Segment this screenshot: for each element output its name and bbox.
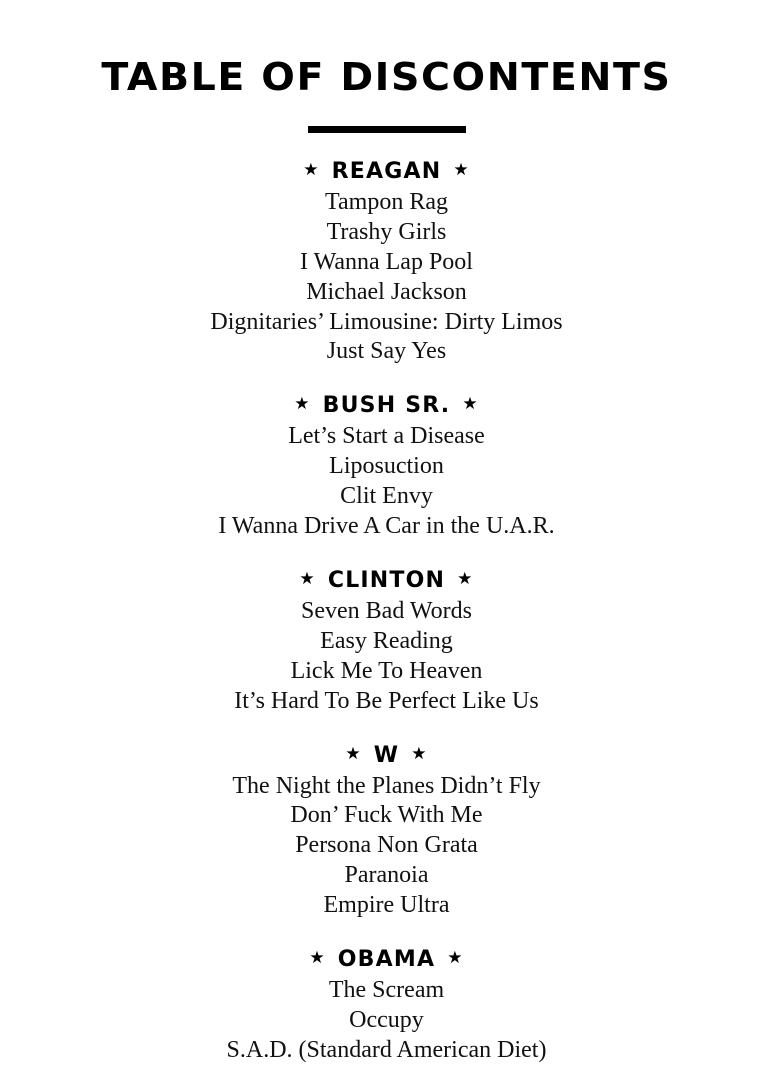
- section-heading: [60, 568, 713, 593]
- contents-section: [60, 743, 713, 922]
- section-heading-label: W: [373, 742, 400, 768]
- section-heading-label: CLINTON: [327, 567, 446, 593]
- star-icon: ★: [294, 394, 311, 415]
- star-icon: ★: [447, 948, 464, 969]
- contents-entry: Trashy Girls: [326, 218, 447, 245]
- section-heading: [60, 159, 713, 184]
- contents-entry: The Scream: [328, 977, 445, 1004]
- contents-entry: I Wanna Lap Pool: [300, 248, 473, 275]
- section-heading-label: REAGAN: [331, 158, 442, 184]
- contents-entry: Don’ Fuck With Me: [290, 802, 483, 829]
- contents-entry: Lick Me To Heaven: [290, 657, 483, 684]
- title-divider: [308, 126, 466, 133]
- contents-section: [60, 393, 713, 542]
- contents-entry: It’s Hard To Be Perfect Like Us: [234, 687, 539, 714]
- star-icon: ★: [303, 159, 320, 180]
- star-icon: ★: [345, 743, 362, 764]
- contents-entry: Paranoia: [344, 862, 429, 889]
- section-heading: [60, 743, 713, 768]
- contents-entry: Dignitaries’ Limousine: Dirty Limos: [210, 308, 563, 335]
- contents-entry: Empire Ultra: [323, 892, 450, 919]
- section-heading: [60, 393, 713, 418]
- contents-list: [60, 159, 713, 1066]
- star-icon: ★: [411, 743, 428, 764]
- contents-entry: Michael Jackson: [306, 278, 467, 305]
- contents-entry: Tampon Rag: [325, 188, 448, 215]
- contents-entry: Persona Non Grata: [295, 832, 478, 859]
- contents-entry: Just Say Yes: [326, 338, 447, 365]
- contents-entry: The Night the Planes Didn’t Fly: [232, 772, 541, 799]
- section-heading: [60, 947, 713, 972]
- contents-entry: Let’s Start a Disease: [288, 423, 485, 450]
- contents-entry: Seven Bad Words: [301, 597, 472, 624]
- contents-entry: Liposuction: [329, 453, 444, 480]
- contents-entry: Occupy: [349, 1007, 424, 1034]
- star-icon: ★: [299, 568, 316, 589]
- star-icon: ★: [457, 568, 474, 589]
- contents-entry: Easy Reading: [320, 627, 453, 654]
- page-title: TABLE OF DISCONTENTS: [101, 55, 672, 99]
- contents-section: [60, 159, 713, 367]
- star-icon: ★: [462, 394, 479, 415]
- contents-entry: Clit Envy: [340, 483, 433, 510]
- section-heading-label: BUSH SR.: [322, 393, 451, 419]
- contents-entry: S.A.D. (Standard American Diet): [226, 1036, 547, 1063]
- contents-section: [60, 568, 713, 717]
- section-heading-label: OBAMA: [337, 947, 436, 973]
- star-icon: ★: [309, 948, 326, 969]
- contents-entry: I Wanna Drive A Car in the U.A.R.: [218, 513, 555, 540]
- contents-section: [60, 947, 713, 1066]
- star-icon: ★: [453, 159, 470, 180]
